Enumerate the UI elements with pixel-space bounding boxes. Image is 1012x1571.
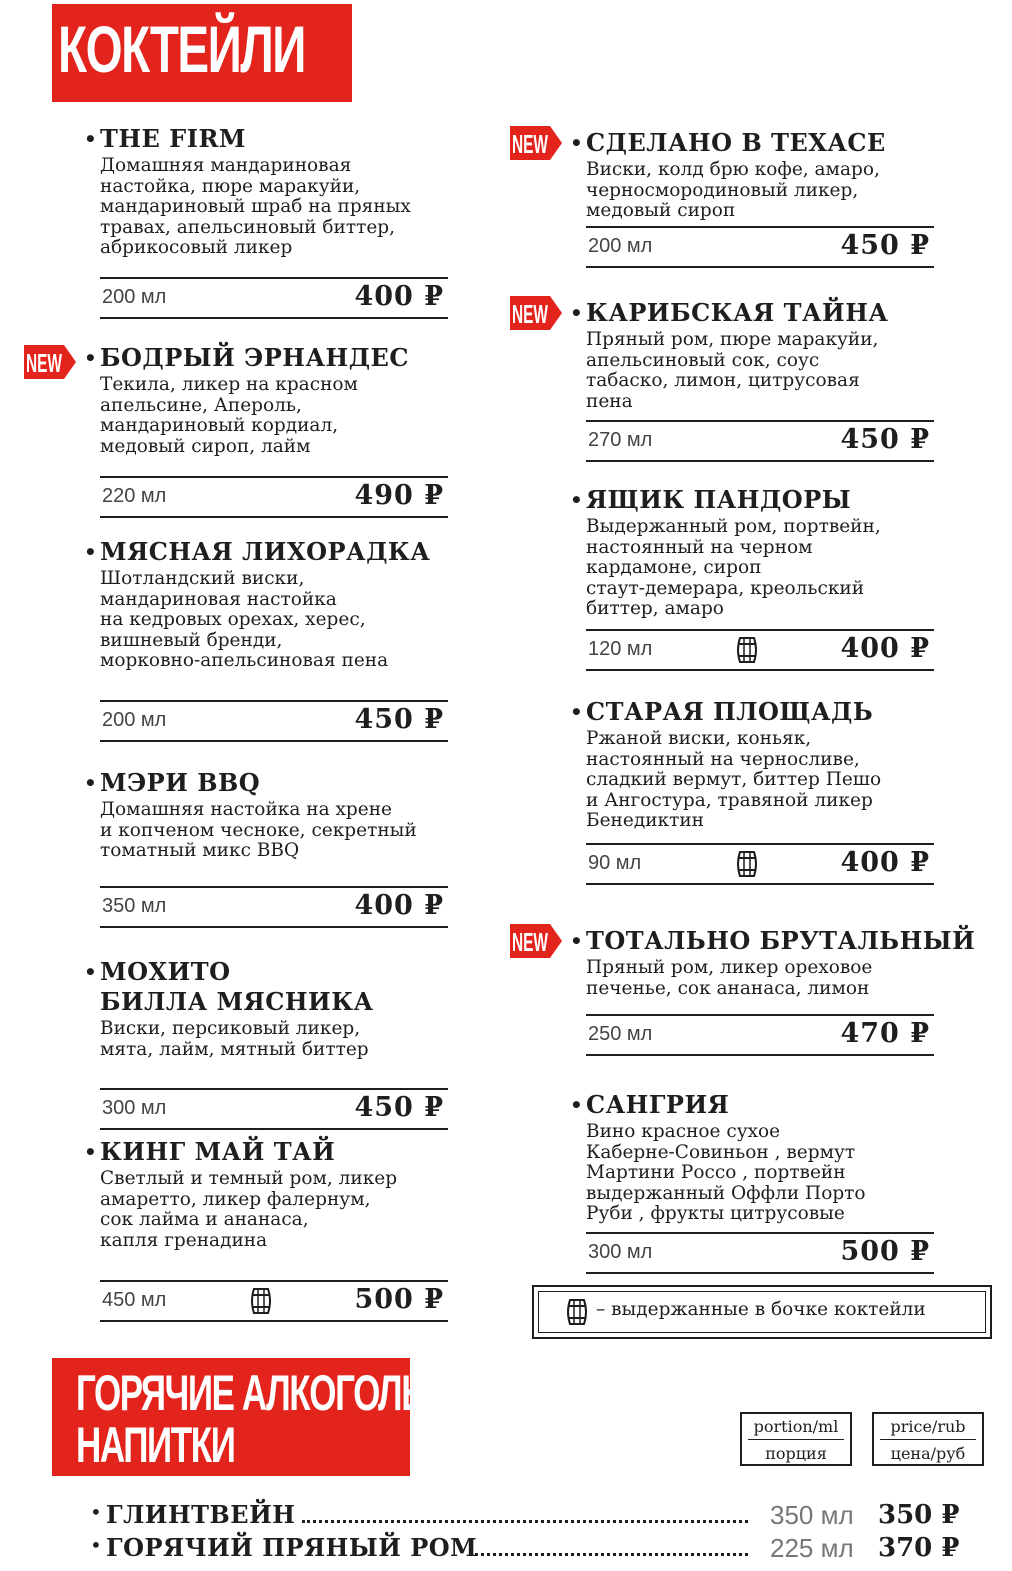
description-line: медовый сироп, лайм xyxy=(100,435,311,457)
section-banner-cocktails xyxy=(52,4,352,102)
description-line: мандариновый шраб на пряных xyxy=(100,196,411,218)
section-title-hot-line1: ГОРЯЧИЕ АЛКОГОЛЬНЫЕ xyxy=(76,1365,504,1421)
description-line: Выдержанный ром, портвейн, xyxy=(586,516,881,537)
bullet: • xyxy=(570,488,584,512)
cocktail-description xyxy=(100,1169,448,1251)
cocktail-description xyxy=(100,800,448,862)
cocktail-description xyxy=(586,517,934,620)
description-line: мята, лайм, мятный биттер xyxy=(100,1038,369,1060)
description-line: мандариновый кордиал, xyxy=(100,415,339,437)
price-row xyxy=(100,277,448,319)
price-label: 400 ₽ xyxy=(354,890,444,921)
cocktail-name xyxy=(570,485,934,515)
description-line: томатный микс BBQ xyxy=(100,840,300,862)
cocktail-name-text: КИНГ МАЙ ТАЙ xyxy=(100,1137,336,1166)
description-line: Руби , фрукты цитрусовые xyxy=(586,1203,845,1225)
description-line: Каберне-Совиньон , вермут xyxy=(586,1141,856,1163)
description-line: Вино красное сухое xyxy=(586,1121,781,1142)
hot-drink-volume: 350 мл xyxy=(770,1500,854,1530)
cocktail-description xyxy=(586,330,934,412)
description-line: табаско, лимон, цитрусовая xyxy=(586,370,860,392)
cocktail-description xyxy=(586,160,934,222)
description-line: сок лайма и ананаса, xyxy=(100,1209,309,1231)
bullet: • xyxy=(570,929,584,953)
cocktail-name xyxy=(84,1137,448,1167)
cocktail-item xyxy=(570,485,934,620)
legend-text: – выдержанные в бочке коктейли xyxy=(596,1299,926,1320)
price-row xyxy=(586,1232,934,1274)
volume-label: 90 мл xyxy=(588,852,642,874)
description-line: Мартини Россо , портвейн xyxy=(586,1162,846,1184)
cocktail-description xyxy=(100,569,448,672)
section-banner-hot-drinks xyxy=(52,1358,504,1476)
hot-drink-price: 350 ₽ xyxy=(878,1500,960,1530)
cocktail-name-text: СДЕЛАНО В ТЕХАСЕ xyxy=(586,128,886,157)
cocktail-description xyxy=(586,729,934,832)
price-key-en: price/rub xyxy=(880,1417,976,1440)
description-line: апельсиновый сок, соус xyxy=(586,349,820,371)
price-row xyxy=(100,476,448,518)
bullet: • xyxy=(90,1500,102,1524)
description-line: на кедровых орехах, херес, xyxy=(100,609,366,631)
price-key xyxy=(872,1412,984,1466)
cocktail-item xyxy=(84,343,448,457)
volume-label: 200 мл xyxy=(102,709,167,731)
section-title-hot-line2: НАПИТКИ xyxy=(76,1417,235,1473)
cocktail-name xyxy=(570,926,976,956)
cocktail-description xyxy=(100,375,448,457)
description-line: кардамоне, сироп xyxy=(586,557,762,579)
new-badge xyxy=(508,922,564,960)
cocktail-name-text: ЯЩИК ПАНДОРЫ xyxy=(586,485,852,514)
bullet: • xyxy=(90,1533,102,1557)
cocktail-item xyxy=(84,537,448,672)
cocktail-item xyxy=(84,124,448,259)
volume-label: 270 мл xyxy=(588,429,653,451)
description-line: черносмородиновый ликер, xyxy=(586,179,859,201)
barrel-icon xyxy=(250,1288,272,1314)
cocktail-description xyxy=(100,156,448,259)
price-row xyxy=(100,1088,448,1130)
section-title-cocktails: КОКТЕЙЛИ xyxy=(58,12,306,86)
barrel-icon xyxy=(566,1299,588,1325)
bullet: • xyxy=(570,700,584,724)
price-row xyxy=(586,1014,934,1056)
description-line: Виски, колд брю кофе, амаро, xyxy=(586,159,880,180)
cocktail-name xyxy=(84,124,448,154)
description-line: настоянный на черном xyxy=(586,536,813,558)
hot-drink-name: ГЛИНТВЕЙН xyxy=(106,1500,296,1529)
price-label: 400 ₽ xyxy=(840,847,930,878)
volume-label: 120 мл xyxy=(588,638,653,660)
cocktail-name xyxy=(570,128,934,158)
cocktail-name-text: СТАРАЯ ПЛОЩАДЬ xyxy=(586,697,874,726)
price-row xyxy=(586,420,934,462)
description-line: Домашняя настойка на хрене xyxy=(100,799,392,820)
price-label: 470 ₽ xyxy=(840,1018,930,1049)
bullet: • xyxy=(84,1140,98,1164)
price-label: 490 ₽ xyxy=(354,480,444,511)
bullet: • xyxy=(84,127,98,151)
price-row xyxy=(100,1280,448,1322)
cocktail-item xyxy=(570,298,934,412)
barrel-icon xyxy=(736,637,758,663)
hot-drink-price: 370 ₽ xyxy=(878,1533,960,1563)
volume-label: 200 мл xyxy=(102,286,167,308)
description-line: и Ангостура, травяной ликер xyxy=(586,789,873,811)
cocktail-item xyxy=(84,1137,448,1251)
description-line: мандариновая настойка xyxy=(100,588,337,610)
cocktail-name xyxy=(84,957,448,1017)
cocktail-name-text: ТОТАЛЬНО БРУТАЛЬНЫЙ xyxy=(586,926,976,955)
description-line: апельсине, Апероль, xyxy=(100,394,302,416)
new-badge-label: NEW xyxy=(512,299,549,329)
cocktail-item xyxy=(570,926,976,999)
description-line: вишневый бренди, xyxy=(100,629,283,651)
bullet: • xyxy=(84,346,98,370)
cocktail-item xyxy=(570,1090,934,1225)
cocktail-name xyxy=(84,537,448,567)
cocktail-description xyxy=(586,1122,934,1225)
volume-label: 350 мл xyxy=(102,895,167,917)
bullet: • xyxy=(570,301,584,325)
price-label: 500 ₽ xyxy=(354,1284,444,1315)
description-line: биттер, амаро xyxy=(586,598,724,620)
description-line: травах, апельсиновый биттер, xyxy=(100,216,395,238)
new-badge xyxy=(22,343,78,381)
description-line: Бенедиктин xyxy=(586,810,705,832)
description-line: и копченом чесноке, секретный xyxy=(100,819,417,841)
cocktail-name-text: THE FIRM xyxy=(100,124,246,153)
cocktail-name xyxy=(570,1090,934,1120)
bullet: • xyxy=(84,540,98,564)
description-line: стаут-демерара, креольский xyxy=(586,577,865,599)
price-label: 450 ₽ xyxy=(354,704,444,735)
description-line: печенье, сок ананаса, лимон xyxy=(586,977,870,999)
cocktail-name-line: МОХИТО xyxy=(100,957,231,986)
volume-label: 200 мл xyxy=(588,235,653,257)
bullet: • xyxy=(84,771,98,795)
volume-label: 220 мл xyxy=(102,485,167,507)
description-line: медовый сироп xyxy=(586,200,736,222)
hot-drink-name: ГОРЯЧИЙ ПРЯНЫЙ РОМ xyxy=(106,1533,478,1562)
cocktail-item xyxy=(570,697,934,832)
price-row xyxy=(586,843,934,885)
bullet: • xyxy=(570,1093,584,1117)
description-line: пена xyxy=(586,390,633,412)
cocktail-item xyxy=(84,768,448,862)
hot-drink-row xyxy=(90,1533,990,1563)
cocktail-description xyxy=(100,1019,448,1060)
dot-leader xyxy=(470,1543,748,1556)
cocktail-item xyxy=(84,957,448,1060)
dot-leader xyxy=(302,1510,748,1523)
description-line: Домашняя мандариновая xyxy=(100,155,352,176)
cocktail-name-line: БИЛЛА МЯСНИКА xyxy=(100,987,374,1016)
portion-key xyxy=(740,1412,852,1466)
description-line: Светлый и темный ром, ликер xyxy=(100,1168,398,1189)
volume-label: 300 мл xyxy=(588,1241,653,1263)
description-line: Виски, персиковый ликер, xyxy=(100,1018,361,1039)
description-line: морковно-апельсиновая пена xyxy=(100,650,389,672)
cocktail-name xyxy=(570,697,934,727)
volume-label: 300 мл xyxy=(102,1097,167,1119)
hot-drink-row xyxy=(90,1500,990,1530)
description-line: Текила, ликер на красном xyxy=(100,374,358,395)
description-line: амаретто, ликер фалернум, xyxy=(100,1188,371,1210)
price-row xyxy=(586,226,934,268)
price-label: 450 ₽ xyxy=(840,424,930,455)
description-line: Пряный ром, ликер ореховое xyxy=(586,957,873,978)
cocktail-name xyxy=(84,343,448,373)
cocktail-name-text: МЯСНАЯ ЛИХОРАДКА xyxy=(100,537,431,566)
description-line: Ржаной виски, коньяк, xyxy=(586,728,812,749)
description-line: выдержанный Оффли Порто xyxy=(586,1182,866,1204)
hot-drink-volume: 225 мл xyxy=(770,1533,854,1563)
bullet: • xyxy=(570,131,584,155)
price-row xyxy=(100,700,448,742)
portion-key-ru: порция xyxy=(765,1444,827,1463)
volume-label: 450 мл xyxy=(102,1289,167,1311)
new-badge-label: NEW xyxy=(512,927,549,957)
price-row xyxy=(586,629,934,671)
price-key-ru: цена/руб xyxy=(890,1444,966,1463)
cocktail-name-text: САНГРИЯ xyxy=(586,1090,730,1119)
portion-key-en: portion/ml xyxy=(748,1417,844,1440)
cocktail-name xyxy=(570,298,934,328)
volume-label: 250 мл xyxy=(588,1023,653,1045)
new-badge-label: NEW xyxy=(26,348,63,378)
description-line: капля гренадина xyxy=(100,1229,268,1251)
bullet: • xyxy=(84,960,98,984)
barrel-icon xyxy=(736,851,758,877)
cocktail-item xyxy=(570,128,934,222)
price-label: 400 ₽ xyxy=(354,281,444,312)
price-label: 450 ₽ xyxy=(840,230,930,261)
cocktail-name-text: БОДРЫЙ ЭРНАНДЕС xyxy=(100,343,409,372)
cocktail-description xyxy=(586,958,934,999)
new-badge-label: NEW xyxy=(512,129,549,159)
new-badge xyxy=(508,124,564,162)
cocktail-name xyxy=(84,768,448,798)
barrel-legend xyxy=(532,1285,992,1339)
price-label: 500 ₽ xyxy=(840,1236,930,1267)
description-line: настойка, пюре маракуйи, xyxy=(100,175,361,197)
description-line: Пряный ром, пюре маракуйи, xyxy=(586,329,879,350)
new-badge xyxy=(508,294,564,332)
description-line: абрикосовый ликер xyxy=(100,237,293,259)
cocktail-name-text: КАРИБСКАЯ ТАЙНА xyxy=(586,298,889,327)
price-label: 400 ₽ xyxy=(840,633,930,664)
description-line: Шотландский виски, xyxy=(100,568,305,589)
description-line: сладкий вермут, биттер Пешо xyxy=(586,769,882,791)
cocktail-name-text: МЭРИ BBQ xyxy=(100,768,261,797)
price-row xyxy=(100,886,448,928)
price-label: 450 ₽ xyxy=(354,1092,444,1123)
description-line: настоянный на черносливе, xyxy=(586,748,860,770)
